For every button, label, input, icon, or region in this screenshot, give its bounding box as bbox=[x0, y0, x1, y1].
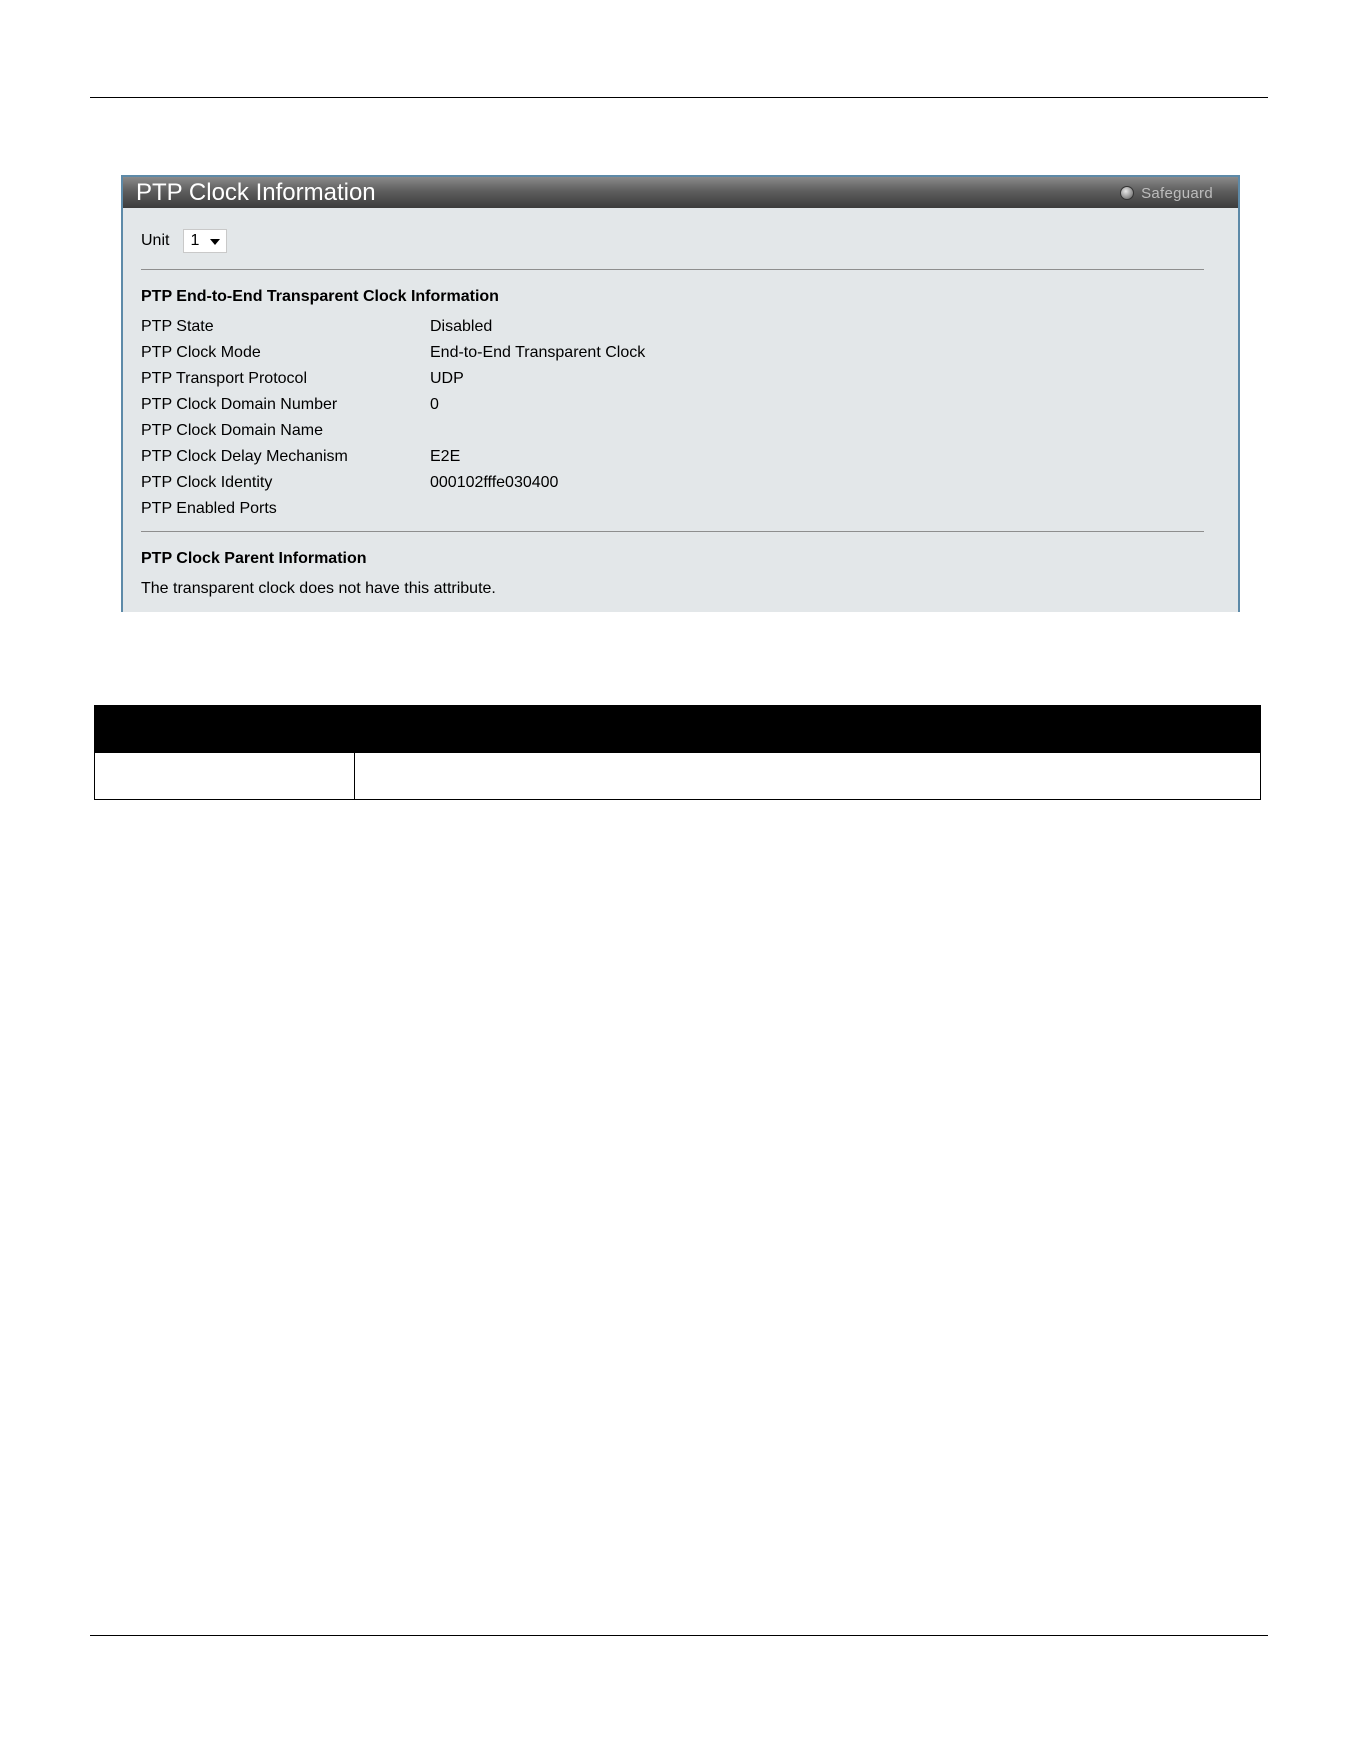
info-label: PTP Clock Mode bbox=[141, 344, 261, 361]
info-label: PTP Clock Domain Number bbox=[141, 396, 338, 413]
info-value: UDP bbox=[430, 370, 464, 387]
table-cell bbox=[355, 753, 1261, 800]
section-divider bbox=[141, 531, 1204, 532]
info-value: 000102fffe030400 bbox=[430, 474, 559, 491]
parent-info-text: The transparent clock does not have this attribute. bbox=[141, 580, 496, 597]
table-header-row bbox=[95, 706, 1261, 753]
safeguard-indicator[interactable] bbox=[1120, 184, 1213, 202]
info-row-ptp-clock-domain-number bbox=[141, 392, 1041, 418]
info-label: PTP Clock Delay Mechanism bbox=[141, 448, 348, 465]
safeguard-icon bbox=[1120, 186, 1134, 200]
unit-label: Unit bbox=[141, 232, 170, 249]
info-row-ptp-clock-identity bbox=[141, 470, 1041, 496]
unit-select-value: 1 bbox=[190, 232, 200, 249]
info-value: E2E bbox=[430, 448, 461, 465]
info-label: PTP Clock Domain Name bbox=[141, 422, 323, 439]
chevron-down-icon bbox=[210, 239, 220, 245]
info-row-ptp-enabled-ports bbox=[141, 496, 1041, 522]
table-row bbox=[95, 753, 1261, 800]
parameter-table bbox=[94, 705, 1261, 800]
page-footer-rule bbox=[90, 1635, 1268, 1636]
info-row-ptp-clock-delay-mechanism bbox=[141, 444, 1041, 470]
section-divider bbox=[141, 269, 1204, 270]
info-label: PTP Clock Identity bbox=[141, 474, 273, 491]
info-label: PTP Enabled Ports bbox=[141, 500, 277, 517]
transparent-clock-heading: PTP End-to-End Transparent Clock Information bbox=[141, 288, 499, 305]
table-header-cell bbox=[95, 706, 355, 753]
panel-title: PTP Clock Information bbox=[136, 179, 376, 206]
info-label: PTP State bbox=[141, 318, 214, 335]
info-row-ptp-state bbox=[141, 314, 1041, 340]
info-label: PTP Transport Protocol bbox=[141, 370, 307, 387]
info-value: End-to-End Transparent Clock bbox=[430, 344, 646, 361]
info-row-ptp-clock-domain-name bbox=[141, 418, 1041, 444]
panel-header bbox=[123, 177, 1238, 208]
info-row-ptp-clock-mode bbox=[141, 340, 1041, 366]
transparent-clock-info-list bbox=[141, 314, 1041, 522]
table-header-cell bbox=[355, 706, 1261, 753]
table-cell bbox=[95, 753, 355, 800]
info-value: Disabled bbox=[430, 318, 493, 335]
page-header-rule bbox=[90, 97, 1268, 98]
info-value: 0 bbox=[430, 396, 439, 413]
unit-row bbox=[141, 229, 227, 253]
info-row-ptp-transport-protocol bbox=[141, 366, 1041, 392]
safeguard-label: Safeguard bbox=[1141, 184, 1213, 202]
ptp-clock-information-panel bbox=[121, 175, 1240, 612]
unit-select[interactable] bbox=[183, 229, 227, 253]
parent-info-heading: PTP Clock Parent Information bbox=[141, 550, 367, 567]
